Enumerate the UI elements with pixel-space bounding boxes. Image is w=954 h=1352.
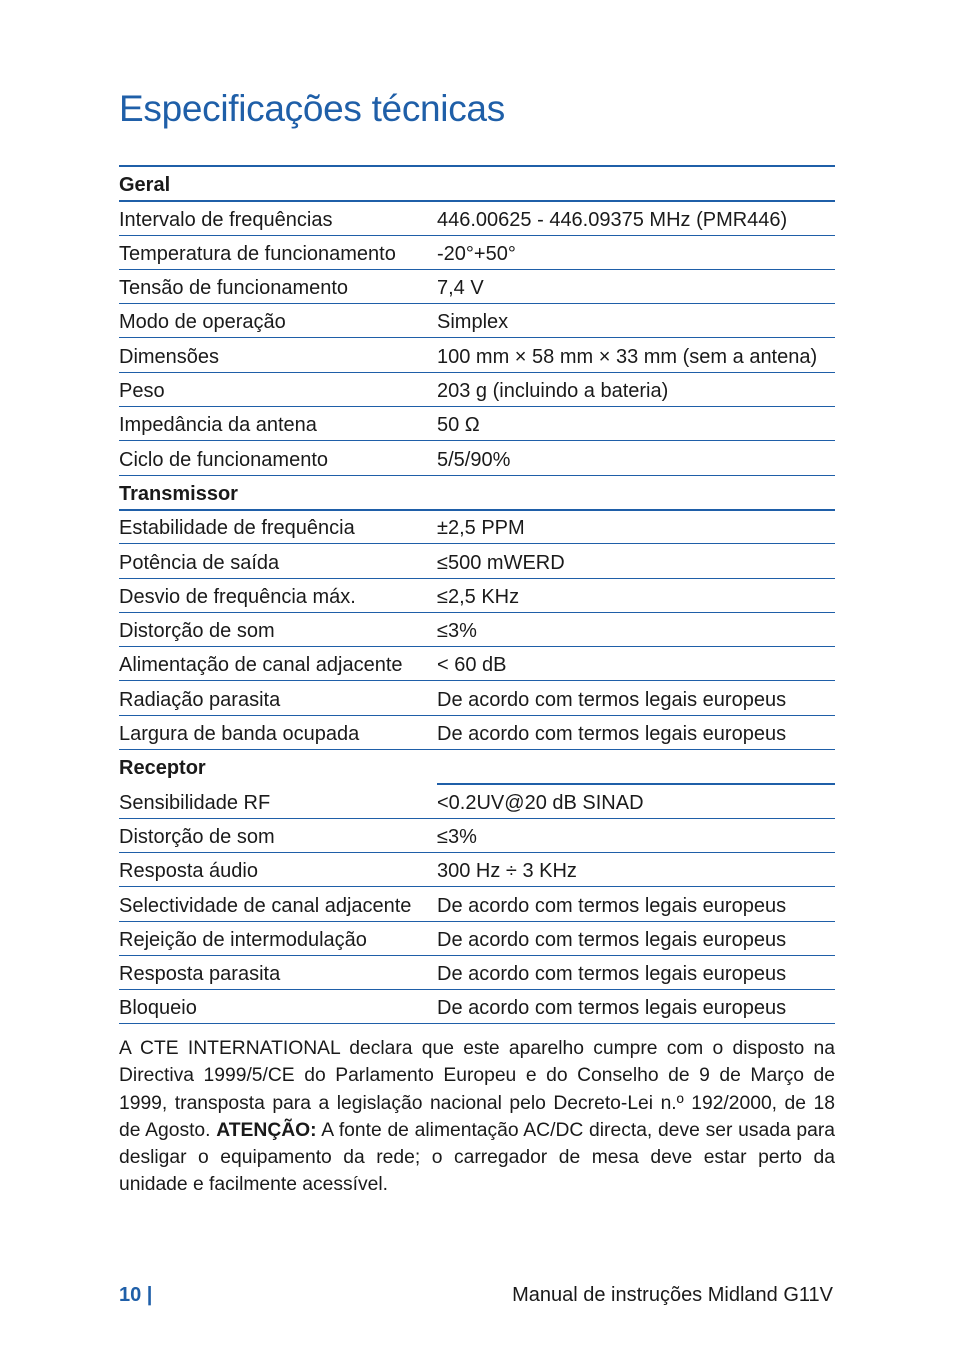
spec-row <box>119 510 835 544</box>
spec-label: Radiação parasita <box>119 688 281 711</box>
spec-label: Alimentação de canal adjacente <box>119 654 403 677</box>
page-title: Especificações técnicas <box>119 88 505 129</box>
spec-value: 203 g (incluindo a bateria) <box>437 380 669 403</box>
spec-label: Largura de banda ocupada <box>119 723 360 746</box>
spec-label: Estabilidade de frequência <box>119 517 355 540</box>
spec-value: ≤2,5 KHz <box>437 585 520 608</box>
spec-row <box>119 956 835 990</box>
spec-value: 50 Ω <box>437 414 480 437</box>
spec-value: 100 mm × 58 mm × 33 mm (sem a antena) <box>437 345 818 368</box>
spec-label: Resposta parasita <box>119 963 281 986</box>
declaration-paragraph <box>119 1035 835 1199</box>
section-title: Geral <box>119 174 171 197</box>
spec-value: -20°+50° <box>437 242 516 265</box>
spec-row <box>119 990 835 1024</box>
warning-label: ATENÇÃO: <box>216 1119 317 1141</box>
spec-value: De acordo com termos legais europeus <box>437 997 787 1020</box>
spec-row <box>119 373 835 407</box>
spec-label: Bloqueio <box>119 997 197 1020</box>
spec-value: 446.00625 - 446.09375 MHz (PMR446) <box>437 208 788 231</box>
spec-row <box>119 236 835 270</box>
spec-label: Impedância da antena <box>119 414 317 437</box>
spec-value: De acordo com termos legais europeus <box>437 928 787 951</box>
spec-label: Rejeição de intermodulação <box>119 928 367 951</box>
spec-row <box>119 887 835 921</box>
spec-label: Sensibilidade RF <box>119 791 271 814</box>
spec-label: Potência de saída <box>119 551 280 574</box>
spec-row <box>119 681 835 715</box>
spec-label: Intervalo de frequências <box>119 208 333 231</box>
section-title: Transmissor <box>119 482 238 505</box>
spec-row <box>119 613 835 647</box>
spec-row <box>119 407 835 441</box>
spec-row <box>119 304 835 338</box>
spec-value: ≤3% <box>437 620 477 643</box>
spec-value: De acordo com termos legais europeus <box>437 688 787 711</box>
spec-row <box>119 270 835 304</box>
specifications-table <box>119 167 835 1024</box>
spec-value: ≤3% <box>437 825 477 848</box>
spec-row <box>119 819 835 853</box>
spec-value: ≤500 mWERD <box>437 551 565 574</box>
spec-label: Ciclo de funcionamento <box>119 448 329 471</box>
manual-title: Manual de instruções Midland G11V <box>512 1284 833 1306</box>
section-header-row <box>119 476 835 510</box>
spec-value: Simplex <box>437 311 509 334</box>
spec-value: 7,4 V <box>437 277 484 300</box>
spec-value: ±2,5 PPM <box>437 517 525 540</box>
spec-value: 300 Hz ÷ 3 KHz <box>437 860 577 883</box>
spec-value: De acordo com termos legais europeus <box>437 723 787 746</box>
spec-label: Modo de operação <box>119 311 286 334</box>
spec-row <box>119 201 835 235</box>
spec-row <box>119 647 835 681</box>
warning-text: A fonte de alimentação AC/DC directa, deve ser usada para desligar o equipamento da rede; o carregador de mesa deve estar perto da unidade e facilmente acessível. <box>119 1119 835 1196</box>
spec-row <box>119 853 835 887</box>
page-number: 10 | <box>119 1284 153 1306</box>
spec-label: Dimensões <box>119 345 220 368</box>
spec-row <box>119 338 835 372</box>
spec-value: < 60 dB <box>437 654 507 677</box>
row-divider <box>119 1023 835 1024</box>
spec-label: Desvio de frequência máx. <box>119 585 356 608</box>
spec-row <box>119 716 835 750</box>
spec-row <box>119 579 835 613</box>
spec-value: De acordo com termos legais europeus <box>437 963 787 986</box>
spec-label: Tensão de funcionamento <box>119 277 349 300</box>
spec-row <box>119 544 835 578</box>
spec-value: 5/5/90% <box>437 448 511 471</box>
spec-row <box>119 441 835 475</box>
section-title: Receptor <box>119 757 206 780</box>
declaration-text: A CTE INTERNATIONAL declara que este aparelho cumpre com o disposto na Directiva 1999/5/CE do Parlamento Europeu e do Conselho de 9 de Março de 1999, transposta para a legislação nacional pelo Decreto-Lei n.º 192/2000, de 18 de Agosto. <box>119 1038 835 1141</box>
spec-label: Peso <box>119 380 165 403</box>
spec-label: Distorção de som <box>119 825 275 848</box>
spec-label: Distorção de som <box>119 620 275 643</box>
spec-row <box>119 922 835 956</box>
spec-label: Temperatura de funcionamento <box>119 242 396 265</box>
spec-value: De acordo com termos legais europeus <box>437 894 787 917</box>
spec-value: <0.2UV@20 dB SINAD <box>437 791 644 814</box>
spec-label: Selectividade de canal adjacente <box>119 894 412 917</box>
spec-row <box>119 784 835 818</box>
spec-label: Resposta áudio <box>119 860 258 883</box>
section-header-row <box>119 167 835 201</box>
section-header-row <box>119 750 835 784</box>
